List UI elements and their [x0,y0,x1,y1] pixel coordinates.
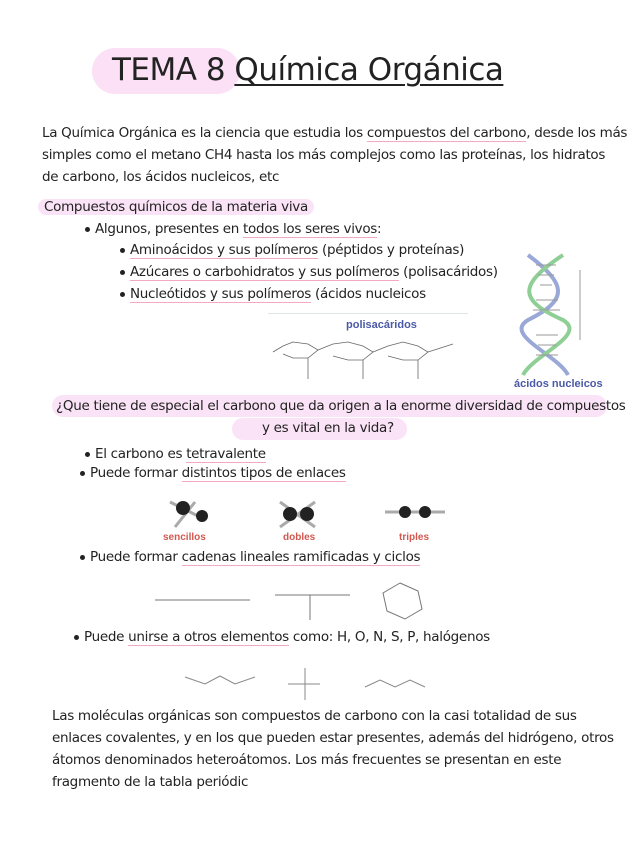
sub-list-item [120,286,426,302]
conclusion-line: Las moléculas orgánicas son compuestos de carbono con la casi totalidad de sus [52,708,577,724]
list-item [85,221,381,237]
conclusion-line: enlaces covalentes, y en los que pueden estar presentes, además del hidrógeno, otros [52,730,614,746]
intro-line-2: simples como el metano CH4 hasta los más complejos como las proteínas, los hidratos [42,147,606,163]
text: Puede formar [90,465,182,481]
carbon-chains-icon [150,575,440,623]
dna-figure [508,240,604,392]
sub-list-item [120,264,498,280]
title-number: TEMA 8 [112,52,226,88]
text: (ácidos nucleicos [311,286,426,302]
text: como: H, O, N, S, P, halógenos [288,629,490,645]
polysaccharide-structure-icon [268,314,468,394]
underlined-text: tetravalente [186,446,266,462]
text: Algunos, presentes en [95,221,244,237]
text: El carbono es [95,446,187,462]
title-subject: Química Orgánica [234,52,504,88]
bullet-icon [80,555,85,560]
list-item [80,549,420,565]
underlined-text: Nucleótidos y sus polímeros [130,286,312,302]
bond-label: triples [399,532,430,543]
conclusion-line: fragmento de la tabla periódic [52,774,249,790]
bond-types-figure [155,492,475,547]
question-line-2: y es vital en la vida? [262,420,394,436]
text: (polisacáridos) [399,264,498,280]
bullet-icon [120,248,125,253]
bullet-icon [80,471,85,476]
sub-list-item [120,242,464,258]
bullet-icon [120,270,125,275]
bond-label: dobles [283,532,316,543]
underlined-text: compuestos del carbono [366,125,527,141]
list-item [80,465,346,481]
text: Puede formar [90,549,182,565]
dna-double-helix-icon [508,240,604,378]
figure-label: polisacáridos [346,319,417,331]
underlined-text: todos los seres vivos [243,221,378,237]
carbon-chains-figure [150,575,440,623]
molecule-models-icon [155,492,475,534]
list-item [85,446,266,462]
bullet-icon [85,227,90,232]
text: , desde los más [526,125,628,141]
list-item [74,629,490,645]
bullet-icon [85,452,90,457]
bullet-icon [120,292,125,297]
heteroatom-molecules-icon [180,662,440,704]
text: (péptidos y proteínas) [317,242,465,258]
bullet-icon [74,635,79,640]
question-line-1: ¿Que tiene de especial el carbono que da origen a la enorme diversidad de compuestos [56,398,626,414]
underlined-text: Aminoácidos y sus polímeros [130,242,318,258]
section-heading: Compuestos químicos de la materia viva [38,199,314,215]
intro-line-3: de carbono, los ácidos nucleicos, etc [42,169,280,185]
underlined-text: unirse a otros elementos [128,629,289,645]
figure-label: ácidos nucleicos [514,378,603,390]
underlined-text: Azúcares o carbohidratos y sus polímeros [130,264,400,280]
text: Puede [84,629,129,645]
intro-line-1 [42,125,627,141]
polysaccharide-figure [268,313,468,394]
conclusion-line: átomos denominados heteroátomos. Los más frecuentes se presentan en este [52,752,562,768]
text: La Química Orgánica es la ciencia que estudia los [42,125,367,141]
heteroatom-molecules-figure [180,662,440,704]
text: : [377,221,382,237]
underlined-text: distintos tipos de enlaces [181,465,346,481]
bond-label: sencillos [163,532,206,543]
underlined-text: cadenas lineales ramificadas y ciclos [181,549,421,565]
